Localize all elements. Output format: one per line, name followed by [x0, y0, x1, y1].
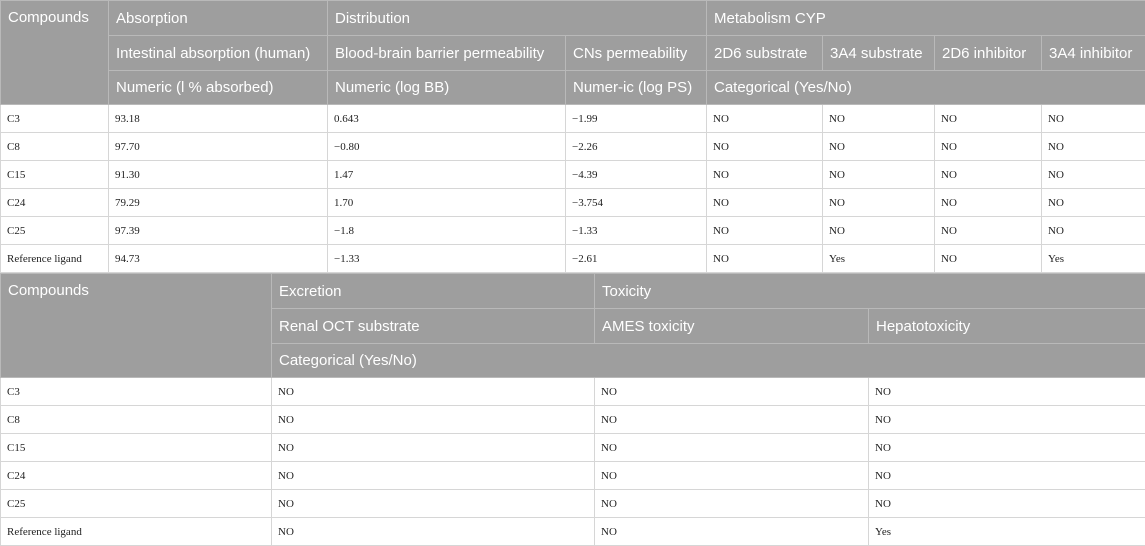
header-compounds: Compounds [1, 274, 272, 378]
table-cell: NO [869, 434, 1145, 462]
table-row [1, 105, 1145, 133]
unit-categorical: Categorical (Yes/No) [707, 71, 1145, 105]
table-cell: 97.39 [109, 217, 328, 245]
header-distribution: Distribution [328, 1, 707, 36]
table-row [1, 462, 1145, 490]
compound-name-cell: C3 [1, 378, 272, 406]
compound-name-cell: Reference ligand [1, 518, 272, 546]
header-3a4-substrate: 3A4 substrate [823, 36, 935, 71]
table-row [1, 490, 1145, 518]
table-cell: NO [1042, 105, 1145, 133]
table-cell: −4.39 [566, 161, 707, 189]
table-cell: NO [935, 105, 1042, 133]
header-metabolism: Metabolism CYP [707, 1, 1145, 36]
compound-name-cell: C3 [1, 105, 109, 133]
table-cell: NO [595, 518, 869, 546]
table-cell: 1.70 [328, 189, 566, 217]
header-bbb-permeability: Blood-brain barrier permeability [328, 36, 566, 71]
table-row [1, 245, 1145, 273]
header-intestinal-absorption: Intestinal absorption (human) [109, 36, 328, 71]
compound-name-cell: C8 [1, 133, 109, 161]
table-cell: NO [823, 217, 935, 245]
table-cell: −1.33 [566, 217, 707, 245]
table-cell: NO [707, 245, 823, 273]
table-cell: NO [1042, 189, 1145, 217]
table-2-body [1, 378, 1145, 546]
table-row [1, 378, 1145, 406]
table-cell: NO [935, 161, 1042, 189]
table-cell: NO [935, 189, 1042, 217]
table-cell: NO [595, 434, 869, 462]
table-cell: NO [595, 462, 869, 490]
compound-name-cell: C24 [1, 462, 272, 490]
unit-absorbed: Numeric (l % absorbed) [109, 71, 328, 105]
header-hepatotoxicity: Hepatotoxicity [869, 309, 1145, 344]
table-cell: NO [1042, 217, 1145, 245]
table-row [1, 133, 1145, 161]
table-cell: Yes [823, 245, 935, 273]
table-cell: −3.754 [566, 189, 707, 217]
table-cell: NO [869, 490, 1145, 518]
table-cell: 93.18 [109, 105, 328, 133]
header-cns-permeability: CNs permeability [566, 36, 707, 71]
table-cell: −1.33 [328, 245, 566, 273]
table-cell: NO [272, 378, 595, 406]
table-cell: −0.80 [328, 133, 566, 161]
header-2d6-inhibitor: 2D6 inhibitor [935, 36, 1042, 71]
table-1-body [1, 105, 1145, 273]
table-cell: NO [935, 217, 1042, 245]
table-cell: 97.70 [109, 133, 328, 161]
table-cell: Yes [1042, 245, 1145, 273]
table-row [1, 518, 1145, 546]
table-cell: NO [707, 105, 823, 133]
header-ames-toxicity: AMES toxicity [595, 309, 869, 344]
table-cell: 1.47 [328, 161, 566, 189]
table-cell: NO [595, 406, 869, 434]
compound-name-cell: C25 [1, 490, 272, 518]
header-excretion: Excretion [272, 274, 595, 309]
table-cell: −2.26 [566, 133, 707, 161]
table-cell: Yes [869, 518, 1145, 546]
header-compounds: Compounds [1, 1, 109, 105]
compound-name-cell: C15 [1, 161, 109, 189]
table-cell: NO [707, 161, 823, 189]
table-cell: NO [1042, 161, 1145, 189]
header-3a4-inhibitor: 3A4 inhibitor [1042, 36, 1145, 71]
header-2d6-substrate: 2D6 substrate [707, 36, 823, 71]
table-cell: 79.29 [109, 189, 328, 217]
table-cell: −2.61 [566, 245, 707, 273]
table-cell: NO [272, 406, 595, 434]
table-cell: NO [869, 462, 1145, 490]
table-row [1, 406, 1145, 434]
compound-name-cell: C8 [1, 406, 272, 434]
table-cell: NO [823, 189, 935, 217]
table-cell: NO [707, 133, 823, 161]
table-cell: 94.73 [109, 245, 328, 273]
table-cell: NO [272, 490, 595, 518]
header-absorption: Absorption [109, 1, 328, 36]
table-cell: NO [1042, 133, 1145, 161]
unit-logps: Numer-ic (log PS) [566, 71, 707, 105]
header-toxicity: Toxicity [595, 274, 1145, 309]
table-cell: 91.30 [109, 161, 328, 189]
admet-table-2 [0, 273, 1145, 546]
table-cell: NO [823, 161, 935, 189]
table-row [1, 189, 1145, 217]
header-renal-oct-substrate: Renal OCT substrate [272, 309, 595, 344]
unit-logbb: Numeric (log BB) [328, 71, 566, 105]
compound-name-cell: C25 [1, 217, 109, 245]
table-row [1, 217, 1145, 245]
table-cell: NO [272, 518, 595, 546]
compound-name-cell: C24 [1, 189, 109, 217]
table-cell: NO [595, 378, 869, 406]
table-cell: NO [272, 462, 595, 490]
table-cell: −1.99 [566, 105, 707, 133]
compound-name-cell: C15 [1, 434, 272, 462]
table-cell: NO [935, 133, 1042, 161]
table-row [1, 161, 1145, 189]
table-cell: NO [869, 406, 1145, 434]
compound-name-cell: Reference ligand [1, 245, 109, 273]
table-cell: NO [707, 189, 823, 217]
table-cell: 0.643 [328, 105, 566, 133]
table-cell: NO [935, 245, 1042, 273]
table-cell: NO [272, 434, 595, 462]
table-cell: NO [595, 490, 869, 518]
table-cell: NO [869, 378, 1145, 406]
table-cell: −1.8 [328, 217, 566, 245]
table-cell: NO [707, 217, 823, 245]
table-cell: NO [823, 133, 935, 161]
unit-categorical: Categorical (Yes/No) [272, 344, 1145, 378]
table-row [1, 434, 1145, 462]
table-cell: NO [823, 105, 935, 133]
